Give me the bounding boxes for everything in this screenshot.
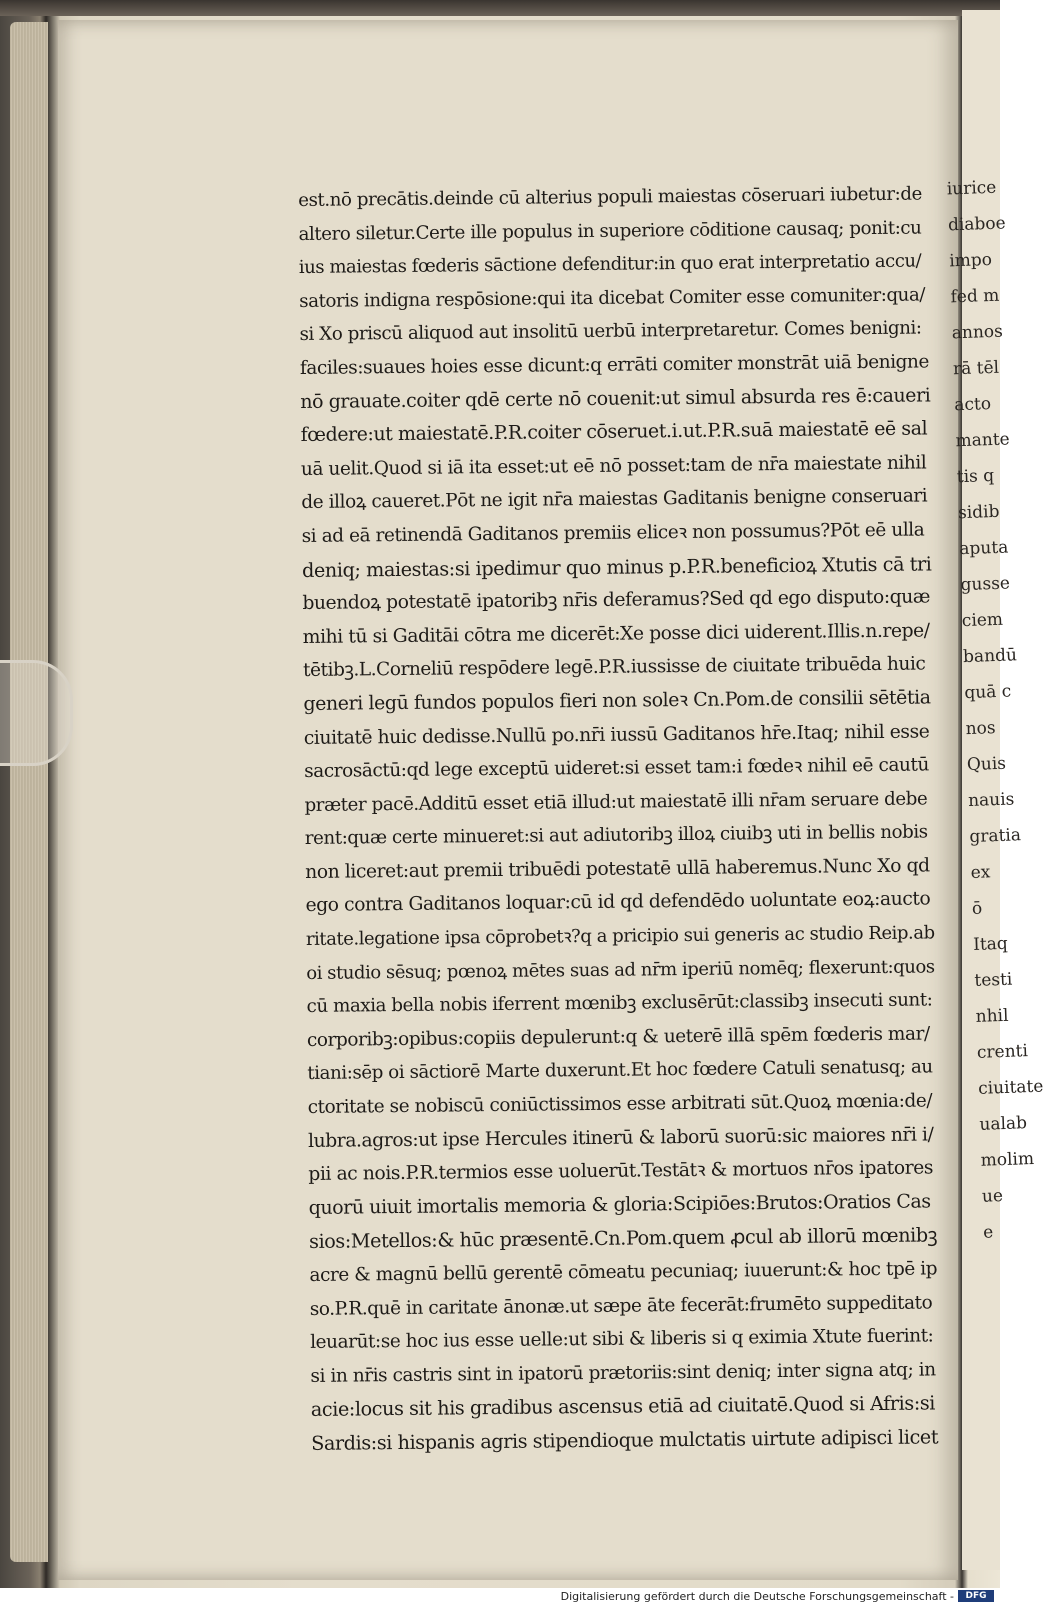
text-line: nō grauate.coiter qdē certe nō couenit:ut simul absurda res ē:caueri [300,383,931,413]
clasp-strap [0,660,73,766]
text-line: pii ac nois.P.R.termios esse uoluerūt.Testātꝛ & mortuos nr̄os ipatores [308,1157,934,1186]
text-line: faciles:suaues hoies esse dicunt:q errāti comiter monstrāt uiā benigne [299,351,930,379]
page-edge-stack [10,22,48,1562]
adjacent-page-fragment: Quis [966,753,1007,776]
adjacent-page-fragment: acto [953,393,992,416]
adjacent-page-fragment: quā c [964,681,1012,704]
adjacent-page-fragment: sidib [957,501,1000,524]
text-line: tiani:sēp oi sāctiorē Marte duxerunt.Et hoc fœdere Catuli senatusq; au [307,1056,933,1085]
text-line: de illoꝝ caueret.Pōt ne igit nr̄a maiestas Gaditanis benigne conseruari [301,485,928,514]
book-top-edge [0,0,1000,16]
text-line: mihi tū si Gaditāi cōtra me dicerēt:Xe posse dici uiderent.Illis.n.repe/ [302,620,930,648]
adjacent-page-fragment: diaboe [947,213,1007,236]
adjacent-page-fragment: ex [970,862,991,883]
text-line: leuarūt:se hoc ius esse uelle:ut sibi & liberis si q eximia Xtute fuerint: [310,1325,934,1354]
adjacent-page-fragment: molim [980,1148,1035,1171]
adjacent-page-fragment: iuri̇ce [946,177,997,200]
adjacent-page-fragment: nos [965,718,996,740]
text-line: deniq; maiestas:si ipedimur quo minus p.P.R.beneficioꝝ Xtutis cā tri [301,551,932,582]
adjacent-page-fragment: gratia [969,825,1022,848]
text-line: buendoꝝ potestatē ipatoribꝫ nr̄is deferamus?Sed qd ego disputo:quæ [302,586,931,615]
footer-credit: Digitalisierung gefördert durch die Deutsche Forschungsgemeinschaft - [560,1590,954,1603]
text-line: generi legū fundos populos fieri non soleꝛ Cn.Pom.de consilii sētētia [303,686,931,715]
text-line: ego contra Gaditanos loquar:cū id qd defendēdo uoluntate eoꝝ:aucto [305,888,931,917]
text-line: non liceret:aut premii tribuēdi potestatē ullā haberemus.Nunc Xo qd [305,855,930,883]
text-line: so.P.R.quē in caritate ānonæ.ut sæpe āte fecerāt:frumēto suppeditato [309,1292,933,1320]
text-line: cū maxia bella nobis iferrent mœnibꝫ exclusērūt:classibꝫ insecuti sunt: [306,989,933,1018]
text-line: altero siletur.Certe ille populus in superiore cōditione causaq; ponit:cu [298,217,922,245]
adjacent-page-fragment: rā tēl [952,357,1000,380]
text-line: tētibꝫ.L.Corneliū respōdere legē.P.R.iussisse de ciuitate tribuēda huic [302,653,926,682]
text-line: ritate.legatione ipsa cōprobetꝛ?q a pricipio sui generis ac studio Reip.ab [305,922,935,951]
text-line: sios:Metellos:& hūc præsentē.Cn.Pom.quem ꝓcul ab illorū mœnibꝫ [308,1223,938,1254]
adjacent-page-fragment: e [982,1222,994,1243]
text-line: ius maiestas fœderis sāctione defenditur:in quo erat interpretatio accu/ [298,250,922,279]
adjacent-page-fragment: aputa [959,537,1009,560]
text-line: quorū uiuit imortalis memoria & gloria:Scipiōes:Brutos:Oratios Cas [308,1190,931,1219]
adjacent-page-fragment: crenti [976,1041,1029,1063]
text-line: oi studio sēsuq; pœnoꝝ mētes suas ad nr̄m iperiū nomēq; flexerunt:quos [306,956,935,984]
adjacent-page-fragment: ciem [961,609,1004,632]
text-line: Sardis:si hispanis agris stipendioque mulctatis uirtute adipisci licet [311,1425,939,1455]
adjacent-page-fragment: nauis [967,789,1015,812]
text-line: satoris indigna respōsione:qui ita dicebat Comiter esse comuniter:qua/ [299,284,926,312]
text-line: acie:locus sit his gradibus ascensus etiā ad ciuitatē.Quod si Afris:si [310,1391,936,1422]
text-line: fœdere:ut maiestatē.P.R.coiter cōseruet.i.ut.P.R.suā maiestatē eē sal [300,417,928,447]
adjacent-page-fragment: ualab [979,1113,1028,1135]
text-line: est.nō precātis.deinde cū alterius populi maiestas cōseruari iubetur:de [298,183,923,211]
adjacent-page-fragment: testi [974,969,1013,991]
adjacent-page-fragment: gusse [960,573,1011,596]
text-line: acre & magnū bellū gerentē cōmeatu pecuniaq; iuuerunt:& hoc tpē ip [309,1258,938,1286]
adjacent-page-fragment: ciuitate [977,1076,1044,1099]
text-line: corporibꝫ:opibus:copiis depulerunt:q & ueterē illā spēm fœderis mar/ [306,1023,930,1051]
footer-bar [0,1588,1000,1605]
adjacent-page-fragment: mante [955,429,1011,452]
text-line: præter pacē.Additū esset etiā illud:ut maiestatē illi nr̄am seruare debe [304,788,928,816]
adjacent-page-fragment: annos [951,321,1004,344]
text-line: si ad eā retinendā Gaditanos premiis eliceꝛ non possumus?Pōt eē ulla [301,519,925,547]
adjacent-page-strip [946,10,1044,1570]
text-line: ctoritate se nobiscū coniūctissimos esse arbitrati sūt.Quoꝝ mœnia:de/ [307,1090,933,1118]
incunable-text-block [298,177,941,1460]
text-line: ciuitatē huic dedisse.Nullū po.nr̄i iussū Gaditanos hr̄e.Itaq; nihil esse [303,720,930,749]
adjacent-page-fragment: nhil [975,1005,1009,1027]
text-line: lubra.agros:ut ipse Hercules itinerū & laborū suorū:sic maiores nr̄i i/ [307,1124,934,1152]
adjacent-page-fragment: impo [948,249,993,272]
adjacent-page-fragment: bandū [962,645,1018,668]
text-line: rent:quæ certe minueret:si aut adiutoribꝫ illoꝝ ciuibꝫ uti in bellis nobis [304,821,928,850]
text-line: uā uelit.Quod si iā ita esset:ut eē nō posset:tam de nr̄a maiestate nihil [300,452,927,480]
adjacent-page-fragment: Itaq [972,933,1009,955]
text-line: si Xo priscū aliquod aut insolitū uerbū interpretaretur. Comes benigni: [299,317,922,346]
adjacent-page-fragment: fed m [950,285,1000,308]
adjacent-page-fragment: tis q [956,465,995,488]
adjacent-page-fragment: ue [981,1186,1004,1207]
dfg-logo[interactable]: DFG [958,1590,994,1602]
adjacent-page-fragment: ō [971,898,983,919]
text-line: si in nr̄is castris sint in ipatorū prætoriis:sint deniq; inter signa atq; in [310,1359,936,1387]
text-line: sacrosāctū:qd lege exceptū uideret:si esset tam:i fœdeꝛ nihil eē cautū [304,754,930,783]
